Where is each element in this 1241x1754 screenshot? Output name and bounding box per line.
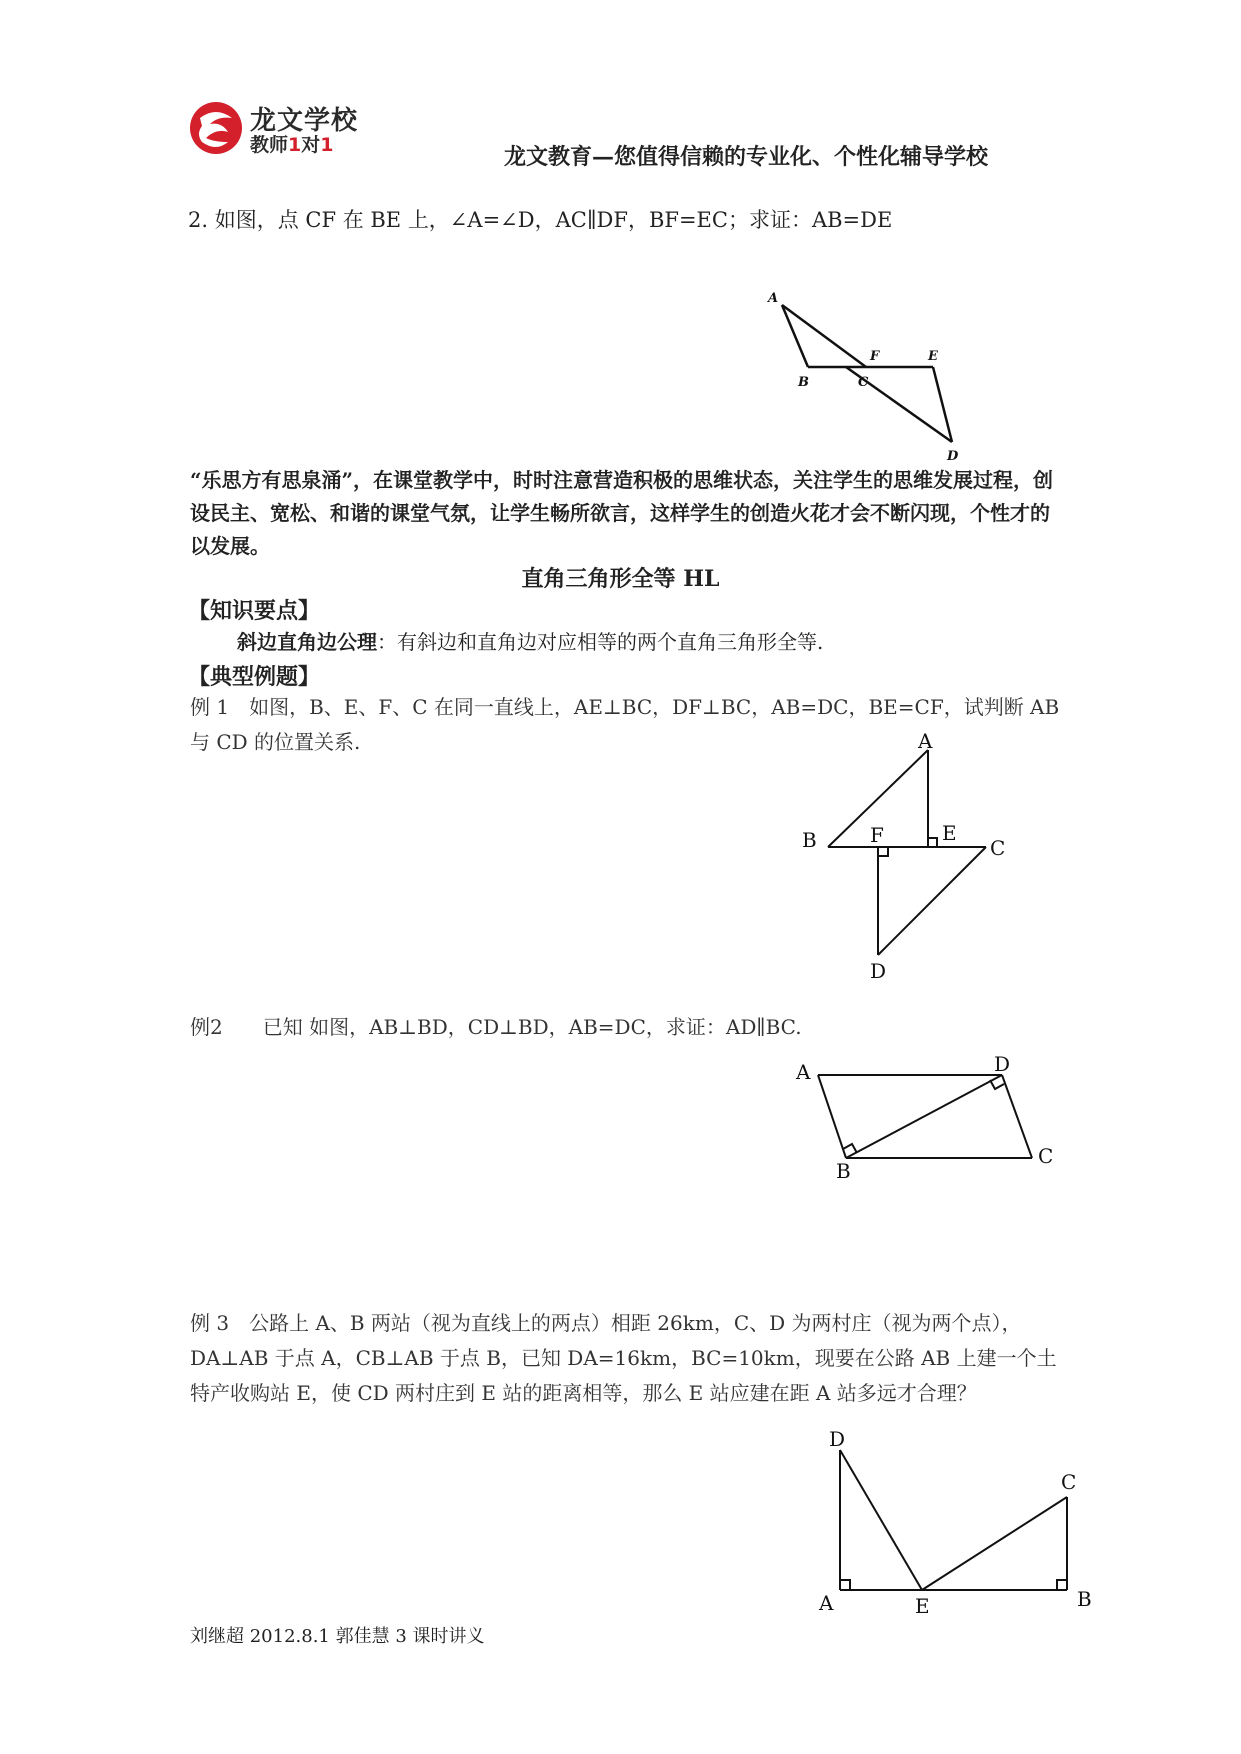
school-logo xyxy=(188,96,398,162)
example-3-figure xyxy=(805,1420,1105,1620)
logo-sub-b: 1 xyxy=(288,134,302,156)
label-e: E xyxy=(915,1594,930,1618)
label-a: A xyxy=(768,291,779,306)
example-1-text: 例 1 如图，B、E、F、C 在同一直线上，AE⊥BC，DF⊥BC，AB=DC，BE=CF，试判断 AB 与 CD 的位置关系. xyxy=(190,695,1060,754)
label-d: D xyxy=(870,959,887,980)
label-c: C xyxy=(990,836,1006,860)
header-slogan: 龙文教育—您值得信赖的专业化、个性化辅导学校 xyxy=(504,144,989,170)
section-title: 直角三角形全等 HL xyxy=(521,566,720,592)
label-c: C xyxy=(858,375,869,390)
logo-name: 龙文学校 xyxy=(250,106,359,136)
label-e: E xyxy=(928,349,938,364)
label-a: A xyxy=(918,730,933,753)
example-2-figure xyxy=(790,1055,1070,1185)
label-f: F xyxy=(870,823,884,847)
example-3-text: 例 3 公路上 A、B 两站（视为直线上的两点）相距 26km，C、D 为两村庄（视为两个点），DA⊥AB 于点 A，CB⊥AB 于点 B，已知 DA=16km，BC=10km，现要在公路 AB 上建一个土特产收购站 E，使 CD 两村庄到 E 站的距离相等，那么 E 站应建在距 A 站多远才合理？ xyxy=(190,1311,1057,1405)
axiom-definition: ：有斜边和直角边对应相等的两个直角三角形全等. xyxy=(377,630,824,654)
teaching-paragraph: “乐思方有思泉涌”，在课堂教学中，时时注意营造积极的思维状态，关注学生的思维发展过程，创设民主、宽松、和谐的课堂气氛，让学生畅所欲言，这样学生的创造火花才会不断闪现，个性才的以发展。 xyxy=(190,468,1054,558)
label-d: D xyxy=(829,1427,846,1451)
page-footer: 刘继超 2012.8.1 郭佳慧 3 课时讲义 xyxy=(190,1626,485,1647)
logo-emblem-icon xyxy=(188,98,244,156)
label-e: E xyxy=(942,821,957,845)
label-d: D xyxy=(947,449,959,460)
label-f: F xyxy=(870,349,880,364)
label-b: B xyxy=(798,375,809,390)
examples-heading: 【典型例题】 xyxy=(188,664,321,690)
example-2-text: 例2 已知 如图，AB⊥BD，CD⊥BD，AB=DC，求证：AD∥BC. xyxy=(190,1015,802,1039)
label-d: D xyxy=(994,1055,1011,1076)
label-c: C xyxy=(1038,1144,1054,1168)
logo-sub-c: 对 xyxy=(301,134,321,156)
label-b: B xyxy=(1077,1587,1092,1611)
axiom-text xyxy=(237,626,823,655)
label-a: A xyxy=(796,1060,811,1084)
knowledge-heading: 【知识要点】 xyxy=(188,598,321,624)
logo-subtitle xyxy=(250,130,334,157)
label-c: C xyxy=(1061,1470,1077,1494)
label-a: A xyxy=(819,1591,834,1615)
logo-sub-a: 教师 xyxy=(250,134,289,156)
logo-sub-d: 1 xyxy=(320,134,334,156)
problem-2-figure xyxy=(760,280,980,460)
example-1-figure xyxy=(790,730,1020,980)
label-b: B xyxy=(802,828,817,852)
label-b: B xyxy=(836,1159,851,1183)
axiom-term: 斜边直角边公理 xyxy=(237,630,377,654)
problem-2-text: 2. 如图，点 CF 在 BE 上，∠A=∠D，AC∥DF，BF=EC；求证：AB=DE xyxy=(188,208,893,232)
